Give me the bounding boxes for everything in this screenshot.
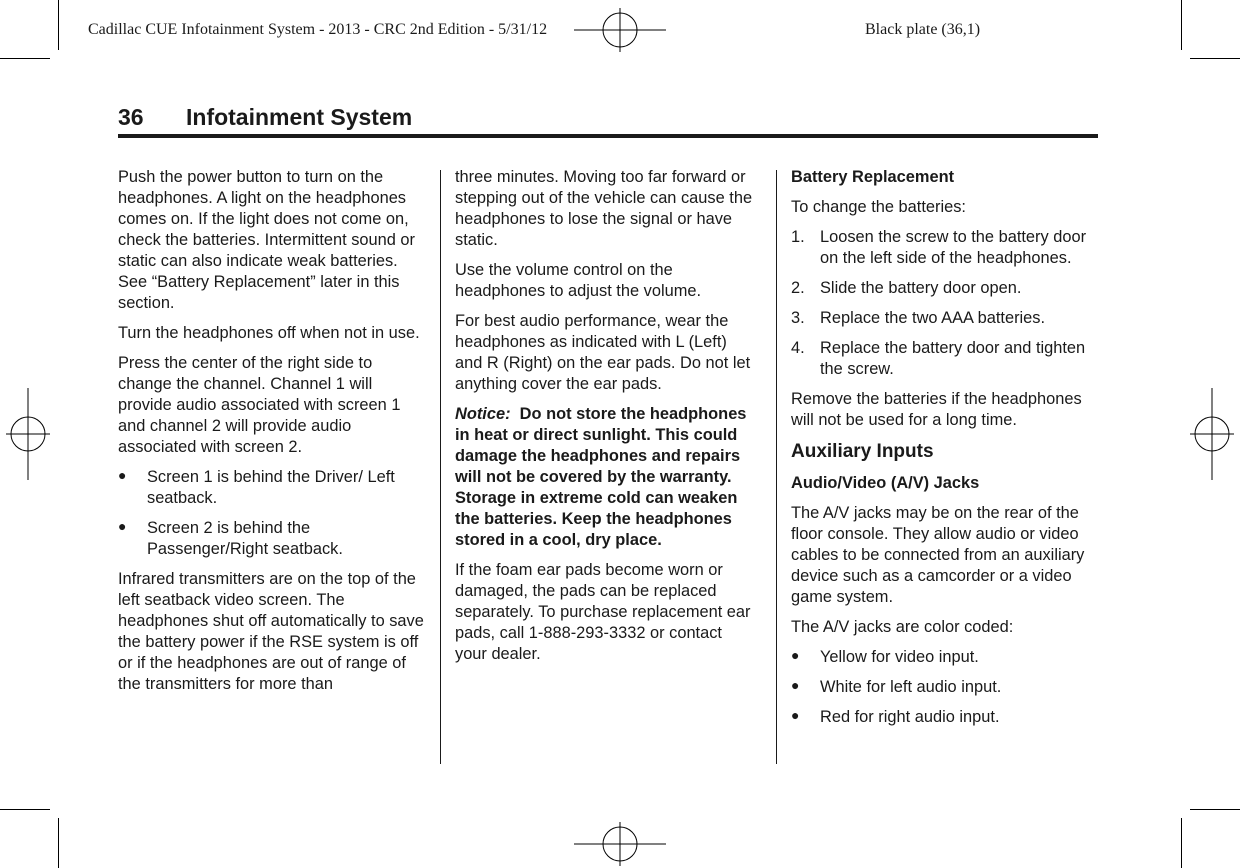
step-item: 2. Slide the battery door open. — [791, 279, 1022, 297]
column-3 — [791, 167, 1103, 737]
registration-mark-icon — [574, 822, 666, 866]
crop-mark — [1190, 58, 1240, 59]
paragraph: The A/V jacks are color coded: — [791, 618, 1014, 636]
column-divider — [776, 170, 777, 764]
paragraph: Use the volume control on the headphones to adjust the volume. — [455, 261, 702, 300]
notice-text: Do not store the headphones in heat or direct sunlight. This could damage the headphones and repairs will not be covered by the warranty. Storage in extreme cold can weaken the batteries. Keep the headphones stored in a cool, dry place. — [455, 405, 747, 549]
column-2 — [455, 167, 757, 674]
print-slug: Cadillac CUE Infotainment System - 2013 - CRC 2nd Edition - 5/31/12 — [88, 21, 548, 38]
paragraph: Push the power button to turn on the headphones. A light on the headphones comes on. If the light does not come on, check the batteries. Intermittent sound or static can also indicate weak batteries. See “Battery Replacement” later in this section. — [118, 168, 416, 312]
crop-mark — [1181, 818, 1182, 868]
page-number: 36 — [118, 104, 144, 130]
bullet-icon: ● — [118, 518, 127, 534]
column-divider — [440, 170, 441, 764]
paragraph: If the foam ear pads become worn or damaged, the pads can be replaced separately. To purchase replacement ear pads, call 1-888-293-3332 or contact your dealer. — [455, 561, 751, 663]
paragraph: three minutes. Moving too far forward or stepping out of the vehicle can cause the headphones to lose the signal or have static. — [455, 168, 753, 249]
step-item: 1. Loosen the screw to the battery door on the left side of the headphones. — [791, 228, 1087, 267]
battery-heading: Battery Replacement — [791, 168, 955, 186]
paragraph: Remove the batteries if the headphones will not be used for a long time. — [791, 390, 1082, 429]
plate-label: Black plate (36,1) — [865, 21, 981, 38]
column-1 — [118, 167, 430, 704]
bullet-icon: ● — [791, 647, 800, 663]
crop-mark — [0, 809, 50, 810]
list-item: ● Red for right audio input. — [791, 707, 1000, 726]
registration-mark-icon — [1190, 388, 1234, 480]
notice-label: Notice: — [455, 405, 511, 423]
list-item: ● Screen 1 is behind the Driver/ Left seatback. — [118, 467, 395, 507]
crop-mark — [58, 0, 59, 50]
bullet-icon: ● — [791, 707, 800, 723]
paragraph: To change the batteries: — [791, 198, 966, 216]
crop-mark — [1190, 809, 1240, 810]
av-jacks-heading: Audio/Video (A/V) Jacks — [791, 474, 980, 492]
registration-mark-icon — [6, 388, 50, 480]
paragraph: Press the center of the right side to change the channel. Channel 1 will provide audio associated with screen 1 and channel 2 will provide audio associated with screen 2. — [118, 354, 401, 456]
paragraph: The A/V jacks may be on the rear of the floor console. They allow audio or video cables to be connected from an auxiliary device such as a camcorder or a video game system. — [791, 504, 1085, 606]
bullet-icon: ● — [118, 467, 127, 483]
notice-block — [455, 404, 757, 551]
step-item: 4. Replace the battery door and tighten the screw. — [791, 339, 1086, 378]
step-item: 3. Replace the two AAA batteries. — [791, 309, 1046, 327]
list-item: ● Screen 2 is behind the Passenger/Right seatback. — [118, 518, 343, 558]
paragraph: For best audio performance, wear the headphones as indicated with L (Left) and R (Right) on the ear pads. Do not let anything cover the ear pads. — [455, 312, 751, 393]
section-title: Infotainment System — [186, 104, 413, 130]
aux-inputs-heading: Auxiliary Inputs — [791, 441, 934, 462]
registration-mark-icon — [574, 8, 666, 52]
crop-mark — [0, 58, 50, 59]
crop-mark — [58, 818, 59, 868]
bullet-icon: ● — [791, 677, 800, 693]
list-item: ● Yellow for video input. — [791, 647, 979, 666]
crop-mark — [1181, 0, 1182, 50]
paragraph: Turn the headphones off when not in use. — [118, 324, 420, 342]
list-item: ● White for left audio input. — [791, 677, 1002, 696]
paragraph: Infrared transmitters are on the top of the left seatback video screen. The headphones shut off automatically to save the battery power if the RSE system is off or if the headphones are out of range of the transmitters for more than — [118, 570, 424, 693]
page-header — [118, 104, 1098, 138]
